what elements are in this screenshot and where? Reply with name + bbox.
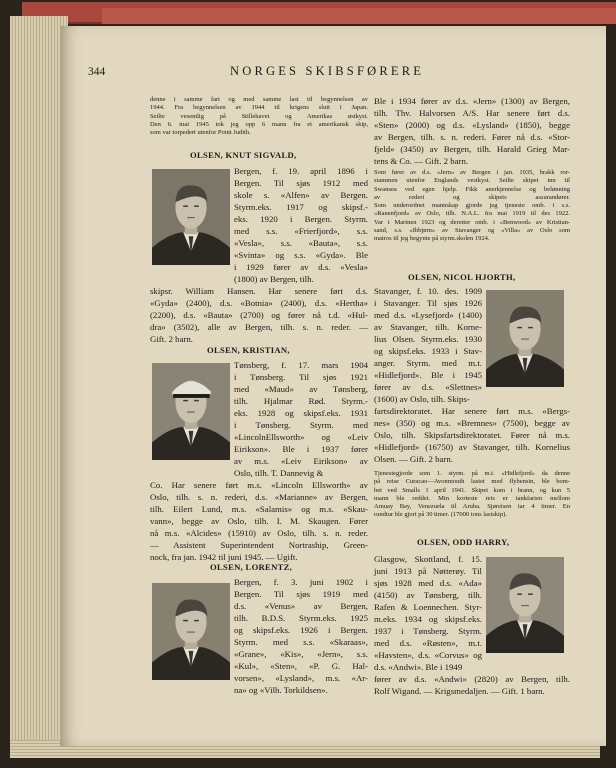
text-line: Gift. 2 barn. — [150, 334, 193, 344]
text-line: «Vesla», s.s. «Bauta», s.s. — [234, 238, 368, 248]
text-line: «Grane», «Kis», «Jern», s.s. — [234, 649, 368, 659]
text-line: tilh. Hjalmar Rød. Styrm.- — [234, 396, 368, 406]
text-line: tilh. Thv. Halvorsen A/S. Har senere ført d.s. — [374, 108, 570, 118]
text-line: bet ved Smalls 1 april 1941. Skipet kom i brann, og kun 5 — [374, 486, 570, 494]
text-line: Co. Har senere ført m.s. «Lincoln Ellsworth» av — [150, 480, 368, 490]
text-line: Stavanger, f. 10. des. 1909 — [374, 286, 482, 296]
text-line: eks. 1920 i Bergen. Styrm. — [234, 214, 368, 224]
entry-body-continued — [374, 673, 570, 697]
entry-body — [374, 553, 482, 673]
entry-heading: OLSEN, NICOL HJORTH, — [408, 272, 516, 282]
text-line: av Stavanger, tilh. Korne- — [374, 322, 482, 332]
text-line: Seilte vesentlig på Stillehavet og Amerikas østkyst. — [150, 112, 368, 120]
portrait-kristian-olsen — [152, 363, 230, 460]
text-line: i 1929 fører av d.s. «Vesla» — [234, 262, 368, 272]
text-line: i Tønsberg. Styrm. med — [234, 420, 368, 430]
text-line: lius Olsen. Styrm.eks. 1930 — [374, 334, 482, 344]
text-line: Ble i 1934 fører av d.s. «Jern» (1300) av Bergen, — [374, 96, 570, 106]
text-line: «Sten» (2000) og d.s. «Lysland» (1850), begge — [374, 120, 570, 130]
text-line: (4150) av Tønsberg, tilh. — [374, 590, 482, 600]
intro-note — [150, 96, 368, 137]
text-line: fartsdirektoratet. Har senere ført m.s. «Bergs- — [374, 406, 570, 416]
entry-body — [374, 285, 482, 405]
text-line: Rolf Wigand. — Krigsmedaljen. — Gift. 1 barn. — [374, 686, 545, 696]
text-line: Tjenestegjorde som 1. styrm. på m.t. «Hidlefjord» da denne — [374, 470, 570, 477]
text-line: av Bergen, tilh. s. n. rederi. Fører nå d.s. «Stor- — [374, 132, 570, 142]
text-line: og skipsf.eks. 1933 i Stav- — [374, 346, 482, 356]
text-line: Eirikson». Ble i 1937 fører — [234, 444, 368, 454]
text-line: eks. 1928 og skipsf.eks. 1931 — [234, 408, 368, 418]
text-line: med «Maud» av Tønsberg, — [234, 384, 368, 394]
entry-body-continued — [374, 95, 570, 167]
text-line: «Gyda» (2400), d.s. «Botnia» (2400), d.s. «Hertha» — [150, 298, 368, 308]
running-head: NORGES SKIBSFØRERE — [230, 64, 425, 78]
text-line: vorsen», «Lysland», m.s. «Ar- — [234, 673, 368, 683]
text-line: fører av d.s. «Slettnes» — [374, 382, 482, 392]
text-line: som var torpedert utenfor Point Judith. — [150, 129, 251, 137]
text-line: m.eks. 1934 og skipsf.eks. — [374, 614, 482, 624]
text-line: Swansea ved egen hjelp. Fikk anerkjennelse og belønning — [374, 185, 570, 193]
text-line: Styrm. med s.s. «Skaraas», — [234, 637, 368, 647]
text-line: med s.s. «Frierfjord», s.s. — [234, 226, 368, 236]
text-line: med d.s. «Røsten», m.t. — [374, 638, 482, 648]
text-line: Olsen. — Gift. 2 barn. — [374, 454, 453, 464]
entry-heading: OLSEN, ODD HARRY, — [417, 537, 510, 547]
text-line: Bergen, f. 3. juni 1902 i — [234, 577, 368, 587]
text-line: fører av d.s. «Andwi» (2820) av Bergen, tilh. — [374, 674, 570, 684]
text-line: Bergen. Til sjøs 1919 med — [234, 589, 368, 599]
portrait-odd-harry-olsen — [486, 557, 564, 653]
text-line: Oslo, tilh. Skipsfartsdirektoratet. Fører nå m.s. — [374, 430, 570, 440]
portrait-lorentz-olsen — [152, 583, 230, 680]
text-line: tilh. Eilert Lund, m.s. «Salamis» og m.s. «Skau- — [150, 504, 368, 514]
entry-note — [374, 470, 570, 520]
text-line: Den 6. mai 1945 tok jeg opp 6 mann fra et amerikansk skip, — [150, 120, 368, 128]
text-line: anger. Styrm. med m.t. — [374, 358, 482, 368]
text-line: av rederi og skipets assurandører. — [374, 193, 570, 201]
text-line: Styrm.eks. 1917 og skipsf.- — [234, 202, 368, 212]
text-line: i Stavanger. Til sjøs 1926 — [374, 298, 482, 308]
text-line: Rafen & Loennechen. Styr- — [374, 602, 482, 612]
text-line: «Ranenfjord» av Oslo, tilh. N.A.L. fra mai 1919 til des 1922. — [374, 210, 570, 218]
text-line: «Svinta» og s.s. «Gyda». Ble — [234, 250, 368, 260]
text-line: i Tønsberg. Til sjøs 1921 — [234, 372, 368, 382]
entry-body — [234, 165, 368, 285]
entry-body-continued — [150, 479, 368, 563]
text-line: skole s. «Alfen» av Bergen. — [234, 190, 368, 200]
text-line: Tønsberg, f. 17. mars 1904 — [234, 360, 368, 370]
entry-body-continued — [374, 405, 570, 465]
text-line: Som underordnet mannskap gjorde jeg tjeneste omb. i s.s. — [374, 202, 570, 210]
text-line: sand, s.s. «Ibbjørn» av Stavanger og «Villa» av Oslo som — [374, 227, 570, 235]
text-line: nock, fra jan. 1942 til juni 1945. — Ugift. — [150, 552, 298, 562]
text-line: Bergen, f. 19. april 1896 i — [234, 166, 368, 176]
text-line: d.s. «Andwi». Ble i 1949 — [374, 662, 463, 672]
text-line: dra» (3502), alle av Bergen, tilh. s. n. reder. — — [150, 322, 368, 332]
text-line: sjøs 1928 med d.s. «Ada» — [374, 578, 482, 588]
text-line: mann ble reddet. Min korteste reis er tankfarten mellom — [374, 494, 570, 502]
text-line: nå m.s. «Alcides» (15910) av Oslo, tilh. s. n. reder. — [150, 528, 368, 538]
portrait-nicol-hjorth-olsen — [486, 290, 564, 387]
text-line: 1944. Fra begynnelsen av 1944 til krigens slutt i Japan. — [150, 104, 368, 112]
text-line: Som fører av d.s. «Jern» av Bergen i jan. 1935, brakk ror- — [374, 169, 570, 176]
text-line: av m.s. «Leiv Eirikson» av — [234, 456, 368, 466]
text-line: på reise Curacao—Avonmouth lastet med flybensin, ble bom- — [374, 478, 570, 486]
book-cover-edge — [22, 2, 616, 24]
text-line: (1600) av Oslo, tilh. Skips- — [374, 394, 470, 404]
entry-body — [234, 359, 368, 479]
text-line: nes» (350) og m.s. «Bremnes» (7500), begge av — [374, 418, 570, 428]
text-line: med d.s. «Lysefjord» (1400) — [374, 310, 482, 320]
text-line: «Havsten», d.s. «Corvus» og — [374, 650, 482, 660]
entry-heading: OLSEN, KNUT SIGVALD, — [190, 150, 297, 160]
text-line: Amuay Bay, Venezuela til Aruba. Sjøreisen tar 4 timer. En — [374, 503, 570, 511]
text-line: vann», begge av Oslo, tilh. I. M. Skaugen. Fører — [150, 516, 368, 526]
text-line: (2200), d.s. «Bauta» (2700) og fører nå t.d. «Hul- — [150, 310, 368, 320]
entry-body-continued — [150, 285, 368, 345]
text-line: na» og «Vilh. Torkildsen». — [234, 685, 328, 695]
entry-body — [234, 576, 368, 696]
text-line: «Hidlefjord». Ble i 1945 — [374, 370, 482, 380]
text-line: Oslo, tilh. s. n. rederi, d.s. «Marianne» av Bergen, — [150, 492, 368, 502]
text-line: denne i samme fart og med samme last til begynnelsen av — [150, 96, 368, 103]
text-line: stammen utenfor Englands vestkyst. Seilte skipet inn til — [374, 177, 570, 185]
page-number: 344 — [88, 66, 106, 78]
text-line: matros til jeg begynte på styrm.skolen 1924. — [374, 235, 490, 243]
text-line: skipsr. William Hansen. Har senere ført d.s. — [150, 286, 368, 296]
portrait-knut-sigvald-olsen — [152, 169, 230, 265]
text-line: «LincolnEllsworth» og «Leiv — [234, 432, 368, 442]
text-line: Glasgow, Skottland, f. 15. — [374, 554, 482, 564]
text-line: Bergen. Til sjøs 1912 med — [234, 178, 368, 188]
text-line: (1800) av Bergen, tilh. — [234, 274, 314, 284]
text-line: rundtur ble gjort på 30 timer. (17000 tons lastskip). — [374, 511, 507, 519]
text-line: 1937 i Tønsberg. Styrm. — [374, 626, 482, 636]
text-line: «Hidlefjord» (16750) av Stavanger, tilh. Kornelius — [374, 442, 570, 452]
text-line: d.s. «Venus» av Bergen, — [234, 601, 368, 611]
text-line: og skipsf.eks. 1926 i Bergen. — [234, 625, 368, 635]
text-line: tens & Co. — Gift. 2 barn. — [374, 156, 469, 166]
entry-heading: OLSEN, LORENTZ, — [210, 562, 293, 572]
text-line: «Kul», «Sten», «P. G. Hal- — [234, 661, 368, 671]
text-line: fjeld» (3450) av Bergen, tilh. Harald Grieg Mar- — [374, 144, 570, 154]
entry-heading: OLSEN, KRISTIAN, — [207, 345, 290, 355]
text-line: juni 1913 på Nøtterøy. Til — [374, 566, 482, 576]
continuation-note — [374, 169, 570, 244]
text-line: tilh. B.D.S. Styrm.eks. 1925 — [234, 613, 368, 623]
text-line: Var i Marinen 1923 og deretter omb. i «Benwood» av Kristian- — [374, 218, 570, 226]
text-line: Oslo, tilh. T. Dannevig & — [234, 468, 324, 478]
text-line: — Assistent Superintendent Nortraship, Green- — [150, 540, 368, 550]
